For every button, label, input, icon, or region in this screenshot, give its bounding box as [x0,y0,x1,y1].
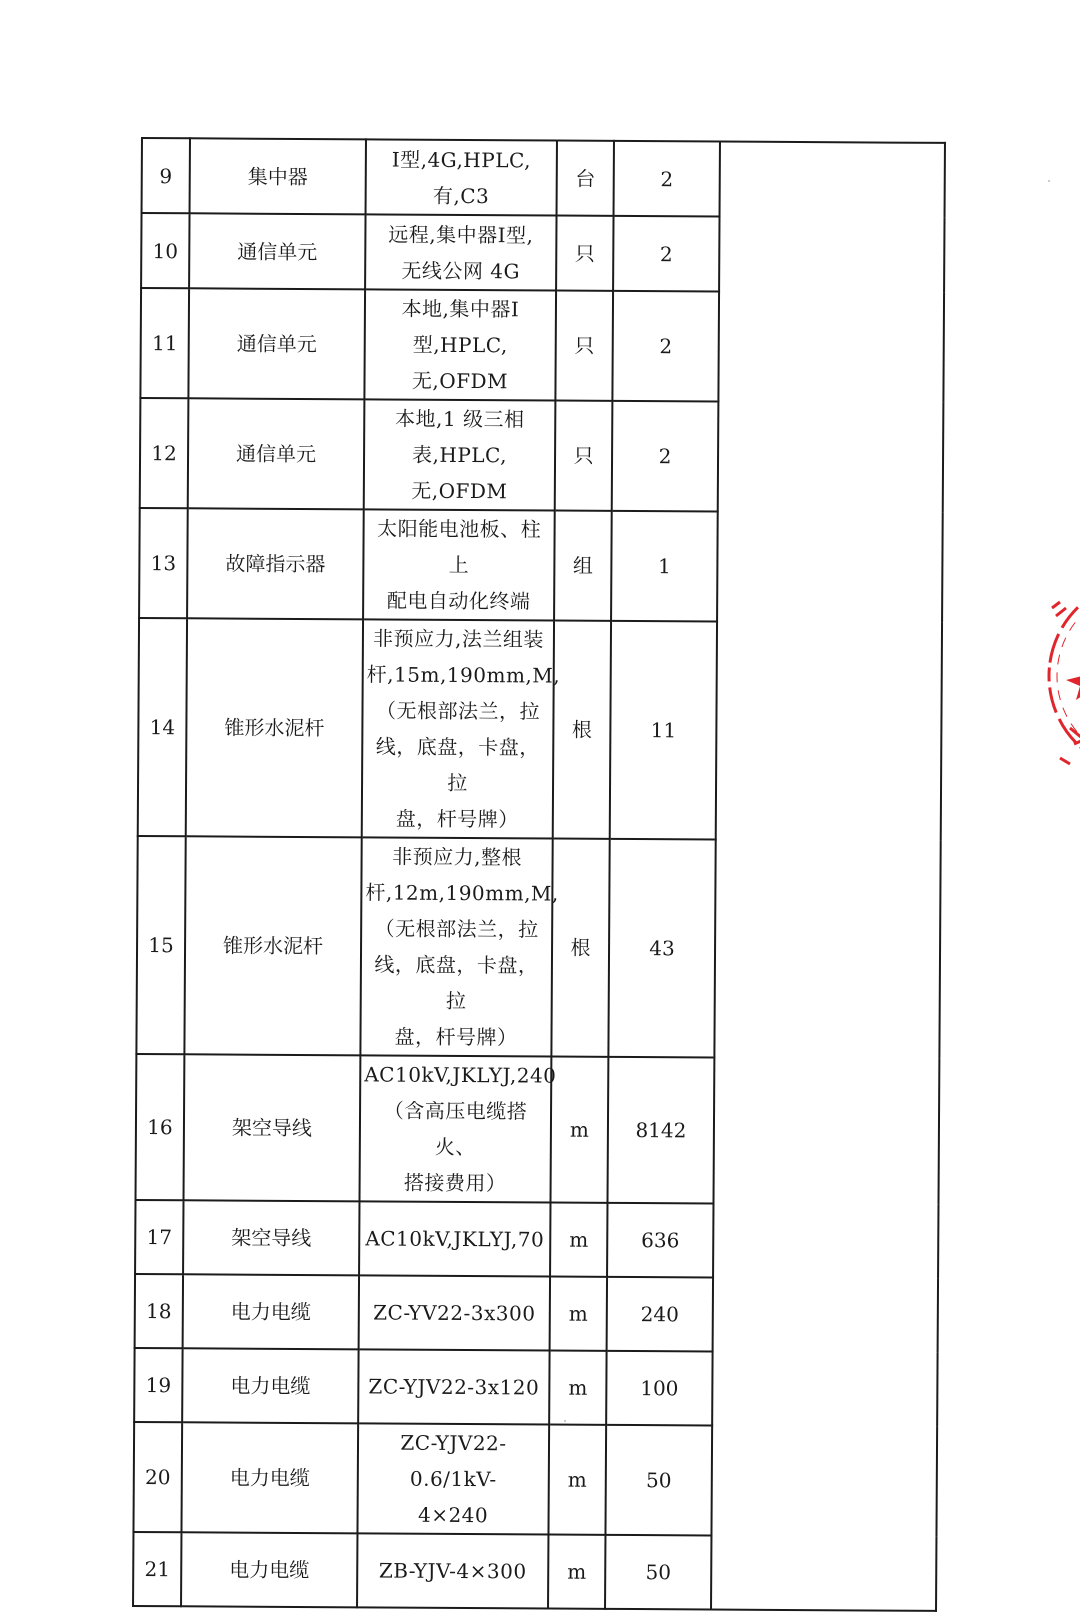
item-unit: 根 [553,621,611,839]
item-name: 架空导线 [184,1054,361,1201]
item-name: 电力电缆 [182,1348,358,1423]
item-quantity: 43 [608,839,715,1058]
item-name: 电力电缆 [183,1274,359,1349]
item-spec: ZC-YJV22-3x120 [358,1349,549,1424]
item-unit: m [548,1425,606,1535]
item-unit: 组 [554,511,612,621]
item-quantity: 11 [610,621,717,840]
item-name: 架空导线 [183,1200,359,1275]
item-unit: m [550,1057,608,1203]
item-unit: 只 [555,291,613,401]
row-number: 16 [136,1054,185,1200]
row-number: 20 [133,1422,182,1532]
item-name: 电力电缆 [181,1422,358,1533]
item-unit: m [548,1535,605,1609]
item-name: 通信单元 [189,213,365,289]
item-spec: 远程,集中器Ⅰ型, 无线公网 4G [365,214,556,290]
item-spec: ZC-YV22-3x300 [359,1275,550,1350]
item-spec: Ⅰ型,4G,HPLC, 有,C3 [366,139,557,215]
item-spec: 非预应力,法兰组装 杆,15m,190mm,M, （无根部法兰，拉 线，底盘，卡盘，拉 盘，杆号牌） [362,619,554,838]
red-seal-stamp [1030,568,1080,788]
row-number: 13 [139,508,188,618]
item-spec: 本地,1 级三相 表,HPLC,无,OFDM [364,399,556,510]
materials-table [132,137,946,1612]
item-unit: 根 [551,839,609,1057]
item-quantity: 2 [612,291,719,402]
row-number: 14 [138,618,187,836]
table-row [142,138,945,218]
item-quantity: 240 [607,1277,713,1352]
row-number: 12 [140,398,189,508]
item-name: 集中器 [190,138,366,214]
item-unit: 台 [557,141,614,216]
item-quantity: 50 [605,1535,711,1610]
row-number: 10 [141,213,189,288]
item-name: 锥形水泥杆 [186,618,363,837]
item-spec: AC10kV,JKLYJ,240 （含高压电缆搭火、 搭接费用） [360,1055,552,1202]
item-name: 电力电缆 [181,1532,357,1607]
row-number: 11 [140,288,189,398]
item-spec: AC10kV,JKLYJ,70 [359,1201,550,1276]
item-unit: m [550,1203,607,1277]
item-quantity: 636 [607,1203,713,1278]
item-quantity: 8142 [607,1057,714,1204]
item-unit: m [549,1351,606,1425]
item-spec: ZC-YJV22-0.6/1kV- 4×240 [357,1423,549,1534]
item-quantity: 2 [613,216,719,292]
item-quantity: 50 [605,1425,712,1536]
item-unit: m [550,1277,607,1351]
item-spec: 非预应力,整根 杆,12m,190mm,M, （无根部法兰，拉 线，底盘，卡盘，拉 盘，杆号牌） [360,837,552,1056]
item-unit: 只 [556,216,613,291]
item-name: 锥形水泥杆 [184,836,361,1055]
row-number: 21 [133,1532,181,1606]
row-number: 18 [135,1274,183,1348]
item-name: 故障指示器 [187,508,364,619]
row-number: 19 [134,1348,182,1422]
remarks-column [711,142,945,1611]
item-spec: 本地,集中器Ⅰ 型,HPLC,无,OFDM [364,289,556,400]
item-quantity: 2 [612,401,719,512]
item-quantity: 1 [611,511,718,622]
item-spec: ZB-YJV-4×300 [357,1533,548,1608]
item-quantity: 2 [614,141,720,217]
item-quantity: 100 [606,1351,712,1426]
item-name: 通信单元 [188,398,365,509]
item-unit: 只 [555,401,613,511]
row-number: 17 [135,1200,183,1274]
item-name: 通信单元 [188,288,365,399]
row-number: 9 [142,138,190,213]
row-number: 15 [136,836,185,1054]
item-spec: 太阳能电池板、柱上 配电自动化终端 [363,509,555,620]
